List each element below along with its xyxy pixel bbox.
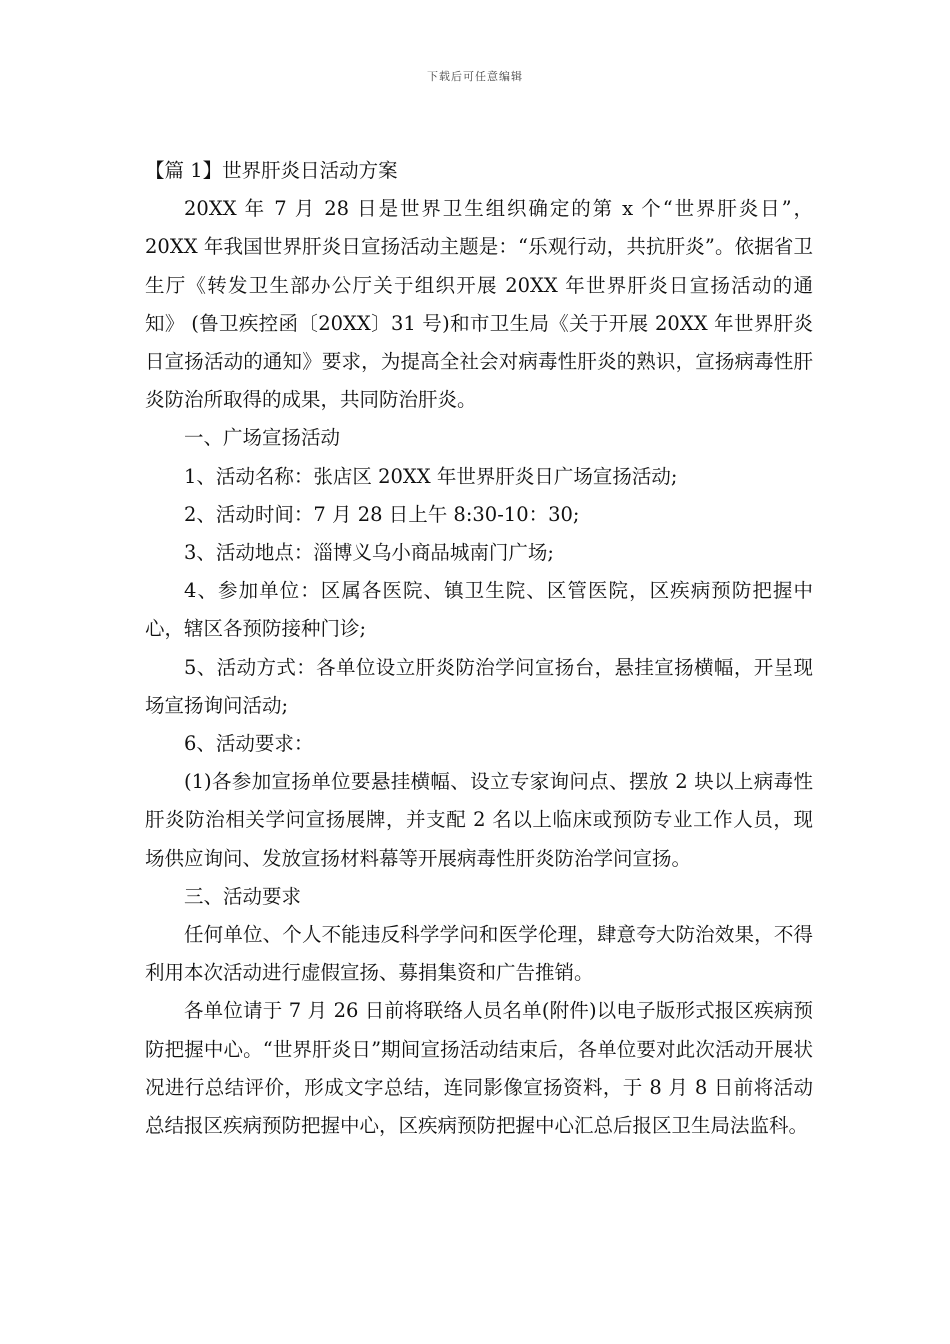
sub-item-requirement-1: (1)各参加宣扬单位要悬挂横幅、设立专家询问点、摆放 2 块以上病毒性肝炎防治相关学问宣扬展牌，并支配 2 名以上临床或预防专业工作人员，现场供应询问、发放宣扬材料幕等开展病毒性肝炎防治学问宣扬。 (145, 770, 813, 870)
list-item-activity-name: 1、活动名称：张店区 20XX 年世界肝炎日广场宣扬活动; (184, 464, 678, 488)
document-body (145, 152, 813, 1145)
paragraph-submission: 各单位请于 7 月 26 日前将联络人员名单(附件)以电子版形式报区疾病预防把握中心。“世界肝炎日”期间宣扬活动结束后，各单位要对此次活动开展状况进行总结评价，形成文字总结，连同影像宣扬资料，于 8 月 8 日前将活动总结报区疾病预防把握中心，区疾病预防把握中心汇总后报区卫生局法监科。 (145, 999, 813, 1138)
list-item-activity-time: 2、活动时间：7 月 28 日上午 8:30-10：30; (184, 502, 580, 526)
header-note: 下载后可任意编辑 (427, 70, 523, 83)
paragraph-prohibition: 任何单位、个人不能违反科学学问和医学伦理，肆意夸大防治效果，不得利用本次活动进行虚假宣扬、募捐集资和广告推销。 (145, 923, 813, 985)
section-heading-requirements: 三、活动要求 (184, 884, 302, 908)
document-title: 【篇 1】世界肝炎日活动方案 (145, 159, 398, 182)
list-item-activity-method: 5、活动方式：各单位设立肝炎防治学问宣扬台，悬挂宣扬横幅，开呈现场宣扬询问活动; (145, 655, 813, 717)
list-item-participants: 4、参加单位：区属各医院、镇卫生院、区管医院，区疾病预防把握中心，辖区各预防接种门诊; (145, 579, 813, 641)
list-item-activity-location: 3、活动地点：淄博义乌小商品城南门广场; (184, 541, 554, 565)
list-item-activity-requirements: 6、活动要求： (184, 732, 314, 756)
paragraph-intro: 20XX 年 7 月 28 日是世界卫生组织确定的第 x 个“世界肝炎日”， 20XX 年我国世界肝炎日宣扬活动主题是：“乐观行动，共抗肝炎”。依据省卫生厅《转发卫生部办公厅关于组织开展 20XX 年世界肝炎日宣扬活动的通知》 (鲁卫疾控函〔20XX〕31 号)和市卫生局《关于开展 20XX 年世界肝炎日宣扬活动的通知》要求，为提高全社会对病毒性肝炎的熟识，宣扬病毒性肝炎防治所取得的成果，共同防治肝炎。 (145, 197, 813, 412)
section-heading-plaza: 一、广场宣扬活动 (184, 426, 341, 450)
